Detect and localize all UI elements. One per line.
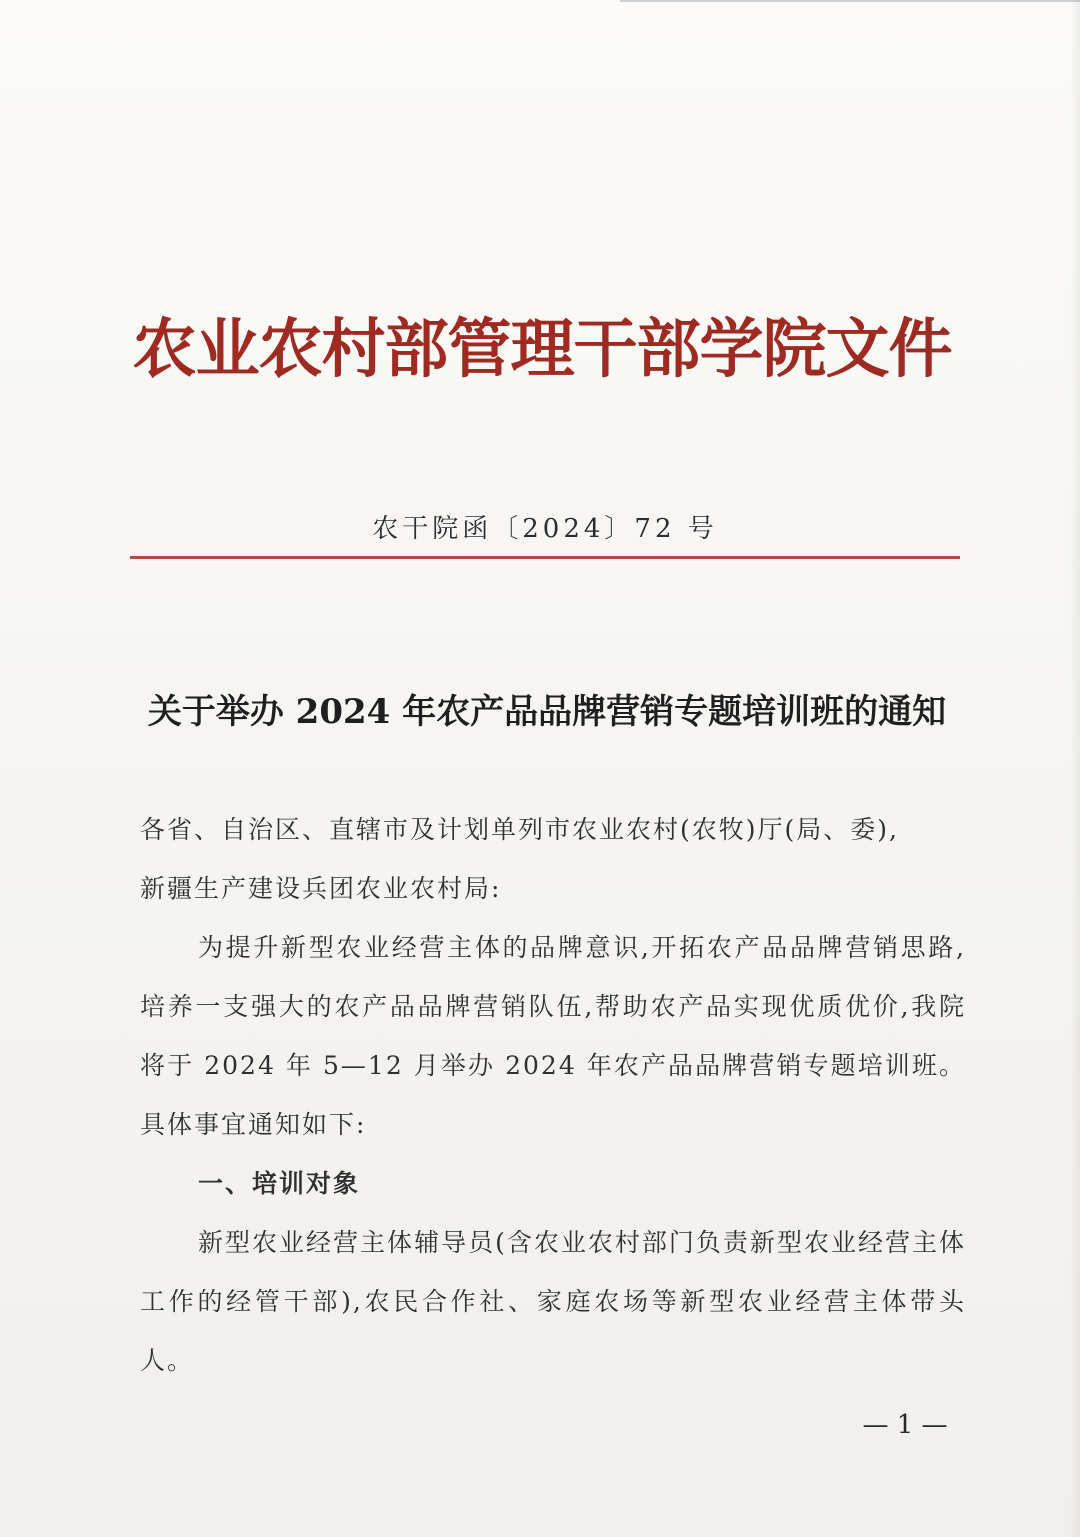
- intro-paragraph: 为提升新型农业经营主体的品牌意识,开拓农产品品牌营销思路,培养一支强大的农产品品牌营销队伍,帮助农产品实现优质优价,我院将于 2024 年 5—12 月举办 2024 年农产品品牌营销专题培训班。具体事宜通知如下:: [140, 933, 966, 1139]
- page-edge-shadow: [1070, 0, 1080, 1537]
- top-edge-line: [620, 0, 1080, 2]
- notice-title: 关于举办 2024 年农产品品牌营销专题培训班的通知: [147, 692, 947, 732]
- section-content-training-targets: 新型农业经营主体辅导员(含农业农村部门负责新型农业经营主体工作的经管干部),农民合作社、家庭农场等新型农业经营主体带头人。: [140, 1228, 966, 1375]
- red-divider-rule: [130, 556, 960, 559]
- recipient-line-2: 新疆生产建设兵团农业农村局:: [140, 874, 502, 903]
- document-body: [140, 800, 966, 1390]
- section-heading-training-targets: 一、培训对象: [198, 1169, 361, 1198]
- page-number: — 1 —: [862, 1410, 948, 1440]
- document-number: 农干院函〔2024〕72 号: [372, 514, 718, 544]
- letterhead-title: 农业农村部管理干部学院文件: [132, 312, 952, 387]
- recipient-line-1: 各省、自治区、直辖市及计划单列市农业农村(农牧)厅(局、委),: [140, 815, 899, 844]
